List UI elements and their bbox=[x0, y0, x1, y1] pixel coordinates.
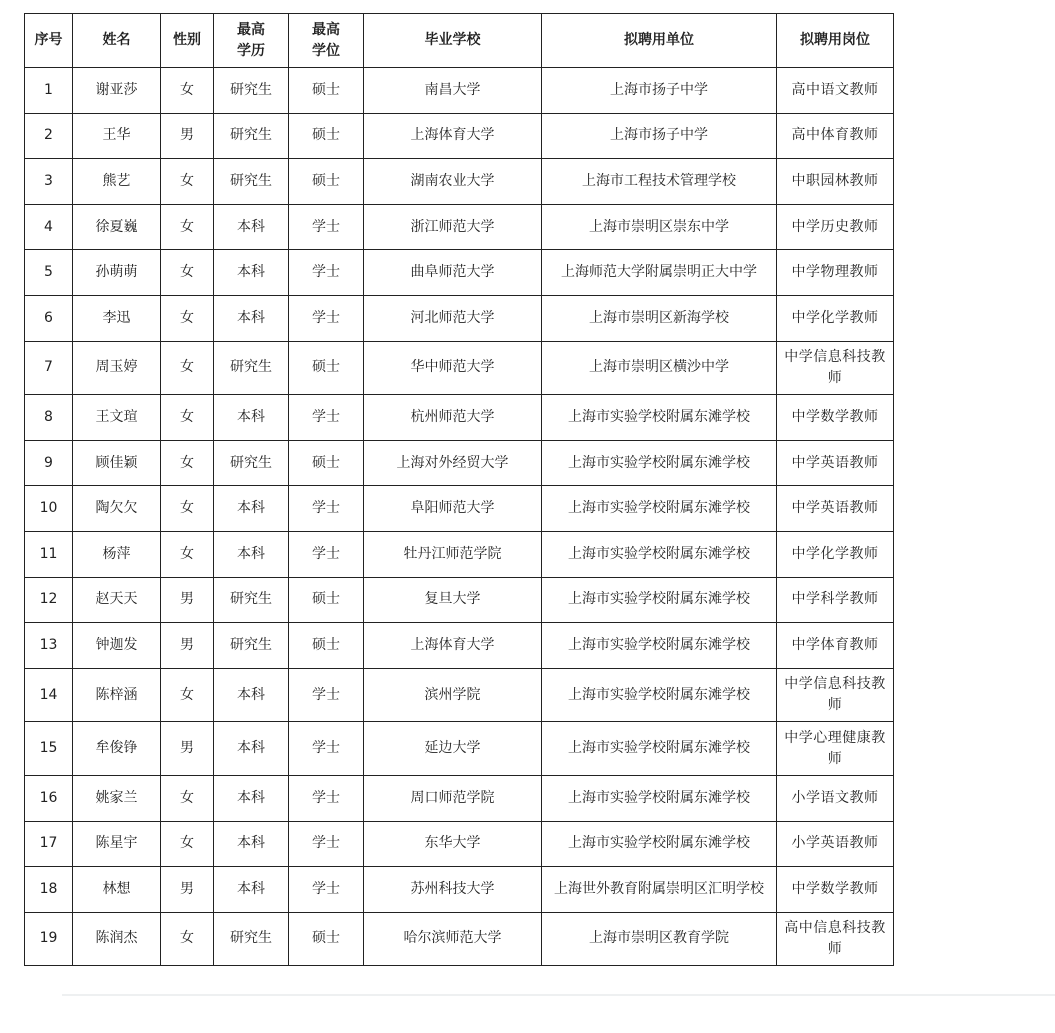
cell-employer: 上海市实验学校附属东滩学校 bbox=[542, 395, 777, 441]
cell-school: 河北师范大学 bbox=[364, 295, 542, 341]
header-gender: 性别 bbox=[161, 14, 214, 68]
cell-employer: 上海市实验学校附属东滩学校 bbox=[542, 668, 777, 722]
cell-index: 1 bbox=[25, 68, 73, 114]
cell-school: 南昌大学 bbox=[364, 68, 542, 114]
cell-school: 上海对外经贸大学 bbox=[364, 440, 542, 486]
cell-name: 杨萍 bbox=[73, 531, 161, 577]
cell-school: 滨州学院 bbox=[364, 668, 542, 722]
cell-index: 19 bbox=[25, 912, 73, 966]
table-row bbox=[25, 722, 894, 776]
cell-name: 熊艺 bbox=[73, 159, 161, 205]
cell-school: 上海体育大学 bbox=[364, 113, 542, 159]
cell-school: 华中师范大学 bbox=[364, 341, 542, 395]
cell-education: 研究生 bbox=[214, 341, 289, 395]
cell-name: 李迅 bbox=[73, 295, 161, 341]
cell-degree: 学士 bbox=[289, 250, 364, 296]
cell-name: 陈星宇 bbox=[73, 821, 161, 867]
table-row bbox=[25, 204, 894, 250]
table-row bbox=[25, 395, 894, 441]
cell-name: 谢亚莎 bbox=[73, 68, 161, 114]
cell-position: 小学语文教师 bbox=[777, 775, 894, 821]
cell-position: 小学英语教师 bbox=[777, 821, 894, 867]
cell-gender: 女 bbox=[161, 395, 214, 441]
cell-name: 牟俊铮 bbox=[73, 722, 161, 776]
cell-index: 12 bbox=[25, 577, 73, 623]
cell-name: 周玉婷 bbox=[73, 341, 161, 395]
cell-degree: 学士 bbox=[289, 486, 364, 532]
page-divider bbox=[62, 994, 1055, 996]
cell-degree: 硕士 bbox=[289, 113, 364, 159]
cell-gender: 女 bbox=[161, 775, 214, 821]
cell-position: 中职园林教师 bbox=[777, 159, 894, 205]
cell-name: 姚家兰 bbox=[73, 775, 161, 821]
cell-position: 中学化学教师 bbox=[777, 295, 894, 341]
cell-index: 8 bbox=[25, 395, 73, 441]
cell-education: 本科 bbox=[214, 821, 289, 867]
header-degree: 最高 学位 bbox=[289, 14, 364, 68]
cell-education: 本科 bbox=[214, 867, 289, 913]
cell-position: 中学物理教师 bbox=[777, 250, 894, 296]
header-name: 姓名 bbox=[73, 14, 161, 68]
cell-gender: 男 bbox=[161, 722, 214, 776]
cell-position: 高中信息科技教师 bbox=[777, 912, 894, 966]
cell-school: 延边大学 bbox=[364, 722, 542, 776]
cell-gender: 女 bbox=[161, 250, 214, 296]
cell-degree: 学士 bbox=[289, 531, 364, 577]
cell-position: 中学化学教师 bbox=[777, 531, 894, 577]
cell-index: 13 bbox=[25, 623, 73, 669]
cell-education: 本科 bbox=[214, 486, 289, 532]
cell-name: 孙萌萌 bbox=[73, 250, 161, 296]
table-row bbox=[25, 440, 894, 486]
cell-employer: 上海市工程技术管理学校 bbox=[542, 159, 777, 205]
cell-index: 15 bbox=[25, 722, 73, 776]
header-school: 毕业学校 bbox=[364, 14, 542, 68]
cell-education: 研究生 bbox=[214, 440, 289, 486]
cell-index: 11 bbox=[25, 531, 73, 577]
table-row bbox=[25, 912, 894, 966]
cell-name: 王华 bbox=[73, 113, 161, 159]
table-row bbox=[25, 867, 894, 913]
cell-index: 3 bbox=[25, 159, 73, 205]
header-position: 拟聘用岗位 bbox=[777, 14, 894, 68]
cell-position: 中学心理健康教师 bbox=[777, 722, 894, 776]
cell-gender: 女 bbox=[161, 159, 214, 205]
table-row bbox=[25, 486, 894, 532]
cell-index: 4 bbox=[25, 204, 73, 250]
cell-education: 本科 bbox=[214, 722, 289, 776]
table-row bbox=[25, 531, 894, 577]
cell-position: 中学信息科技教师 bbox=[777, 341, 894, 395]
cell-name: 陈润杰 bbox=[73, 912, 161, 966]
cell-employer: 上海市崇明区新海学校 bbox=[542, 295, 777, 341]
cell-degree: 硕士 bbox=[289, 68, 364, 114]
table-row bbox=[25, 250, 894, 296]
cell-degree: 硕士 bbox=[289, 440, 364, 486]
cell-degree: 学士 bbox=[289, 867, 364, 913]
cell-school: 复旦大学 bbox=[364, 577, 542, 623]
cell-employer: 上海市实验学校附属东滩学校 bbox=[542, 775, 777, 821]
cell-school: 牡丹江师范学院 bbox=[364, 531, 542, 577]
cell-position: 中学数学教师 bbox=[777, 395, 894, 441]
cell-name: 钟迦发 bbox=[73, 623, 161, 669]
cell-name: 赵天天 bbox=[73, 577, 161, 623]
cell-degree: 硕士 bbox=[289, 577, 364, 623]
cell-gender: 男 bbox=[161, 623, 214, 669]
cell-school: 东华大学 bbox=[364, 821, 542, 867]
cell-position: 中学科学教师 bbox=[777, 577, 894, 623]
table-row bbox=[25, 113, 894, 159]
cell-school: 杭州师范大学 bbox=[364, 395, 542, 441]
header-employer: 拟聘用单位 bbox=[542, 14, 777, 68]
cell-position: 高中体育教师 bbox=[777, 113, 894, 159]
table-body bbox=[25, 68, 894, 966]
cell-education: 研究生 bbox=[214, 623, 289, 669]
cell-education: 本科 bbox=[214, 395, 289, 441]
cell-degree: 硕士 bbox=[289, 623, 364, 669]
cell-school: 上海体育大学 bbox=[364, 623, 542, 669]
cell-education: 本科 bbox=[214, 204, 289, 250]
cell-employer: 上海师范大学附属崇明正大中学 bbox=[542, 250, 777, 296]
cell-employer: 上海市崇明区教育学院 bbox=[542, 912, 777, 966]
cell-index: 18 bbox=[25, 867, 73, 913]
cell-degree: 学士 bbox=[289, 775, 364, 821]
table-row bbox=[25, 295, 894, 341]
cell-degree: 硕士 bbox=[289, 159, 364, 205]
table-row bbox=[25, 341, 894, 395]
cell-employer: 上海市实验学校附属东滩学校 bbox=[542, 486, 777, 532]
cell-gender: 女 bbox=[161, 295, 214, 341]
cell-education: 本科 bbox=[214, 775, 289, 821]
cell-gender: 女 bbox=[161, 486, 214, 532]
table-row bbox=[25, 668, 894, 722]
cell-index: 9 bbox=[25, 440, 73, 486]
cell-degree: 硕士 bbox=[289, 341, 364, 395]
cell-school: 阜阳师范大学 bbox=[364, 486, 542, 532]
cell-position: 高中语文教师 bbox=[777, 68, 894, 114]
cell-gender: 女 bbox=[161, 821, 214, 867]
cell-employer: 上海市实验学校附属东滩学校 bbox=[542, 440, 777, 486]
cell-name: 顾佳颖 bbox=[73, 440, 161, 486]
cell-education: 本科 bbox=[214, 668, 289, 722]
cell-education: 研究生 bbox=[214, 113, 289, 159]
cell-employer: 上海市实验学校附属东滩学校 bbox=[542, 821, 777, 867]
hiring-table bbox=[24, 13, 894, 966]
cell-gender: 男 bbox=[161, 113, 214, 159]
table-row bbox=[25, 159, 894, 205]
cell-education: 研究生 bbox=[214, 912, 289, 966]
cell-school: 苏州科技大学 bbox=[364, 867, 542, 913]
cell-index: 5 bbox=[25, 250, 73, 296]
cell-index: 2 bbox=[25, 113, 73, 159]
cell-index: 10 bbox=[25, 486, 73, 532]
cell-position: 中学英语教师 bbox=[777, 486, 894, 532]
cell-gender: 女 bbox=[161, 204, 214, 250]
cell-school: 曲阜师范大学 bbox=[364, 250, 542, 296]
cell-employer: 上海市扬子中学 bbox=[542, 68, 777, 114]
cell-school: 周口师范学院 bbox=[364, 775, 542, 821]
cell-gender: 女 bbox=[161, 912, 214, 966]
cell-school: 湖南农业大学 bbox=[364, 159, 542, 205]
cell-gender: 男 bbox=[161, 867, 214, 913]
cell-name: 林想 bbox=[73, 867, 161, 913]
cell-gender: 女 bbox=[161, 341, 214, 395]
table-row bbox=[25, 821, 894, 867]
table-row bbox=[25, 623, 894, 669]
cell-index: 16 bbox=[25, 775, 73, 821]
cell-education: 本科 bbox=[214, 531, 289, 577]
cell-school: 浙江师范大学 bbox=[364, 204, 542, 250]
cell-name: 徐夏巍 bbox=[73, 204, 161, 250]
cell-position: 中学数学教师 bbox=[777, 867, 894, 913]
cell-degree: 学士 bbox=[289, 395, 364, 441]
cell-index: 7 bbox=[25, 341, 73, 395]
header-education: 最高 学历 bbox=[214, 14, 289, 68]
cell-name: 陈梓涵 bbox=[73, 668, 161, 722]
cell-education: 本科 bbox=[214, 250, 289, 296]
cell-degree: 学士 bbox=[289, 668, 364, 722]
table-row bbox=[25, 68, 894, 114]
cell-employer: 上海市实验学校附属东滩学校 bbox=[542, 623, 777, 669]
cell-degree: 学士 bbox=[289, 204, 364, 250]
header-row bbox=[25, 14, 894, 68]
cell-employer: 上海市扬子中学 bbox=[542, 113, 777, 159]
cell-employer: 上海世外教育附属崇明区汇明学校 bbox=[542, 867, 777, 913]
cell-gender: 女 bbox=[161, 68, 214, 114]
cell-gender: 女 bbox=[161, 531, 214, 577]
cell-education: 研究生 bbox=[214, 577, 289, 623]
table-row bbox=[25, 775, 894, 821]
cell-index: 6 bbox=[25, 295, 73, 341]
cell-gender: 女 bbox=[161, 668, 214, 722]
cell-degree: 学士 bbox=[289, 722, 364, 776]
cell-education: 研究生 bbox=[214, 68, 289, 114]
cell-gender: 男 bbox=[161, 577, 214, 623]
cell-index: 17 bbox=[25, 821, 73, 867]
cell-employer: 上海市实验学校附属东滩学校 bbox=[542, 577, 777, 623]
cell-name: 陶欠欠 bbox=[73, 486, 161, 532]
cell-school: 哈尔滨师范大学 bbox=[364, 912, 542, 966]
cell-employer: 上海市实验学校附属东滩学校 bbox=[542, 531, 777, 577]
header-index: 序号 bbox=[25, 14, 73, 68]
cell-education: 研究生 bbox=[214, 159, 289, 205]
cell-position: 中学体育教师 bbox=[777, 623, 894, 669]
cell-name: 王文瑄 bbox=[73, 395, 161, 441]
cell-employer: 上海市实验学校附属东滩学校 bbox=[542, 722, 777, 776]
cell-degree: 学士 bbox=[289, 821, 364, 867]
table-row bbox=[25, 577, 894, 623]
cell-degree: 硕士 bbox=[289, 912, 364, 966]
cell-index: 14 bbox=[25, 668, 73, 722]
cell-position: 中学信息科技教师 bbox=[777, 668, 894, 722]
cell-gender: 女 bbox=[161, 440, 214, 486]
cell-education: 本科 bbox=[214, 295, 289, 341]
cell-employer: 上海市崇明区崇东中学 bbox=[542, 204, 777, 250]
cell-degree: 学士 bbox=[289, 295, 364, 341]
cell-employer: 上海市崇明区横沙中学 bbox=[542, 341, 777, 395]
cell-position: 中学历史教师 bbox=[777, 204, 894, 250]
cell-position: 中学英语教师 bbox=[777, 440, 894, 486]
